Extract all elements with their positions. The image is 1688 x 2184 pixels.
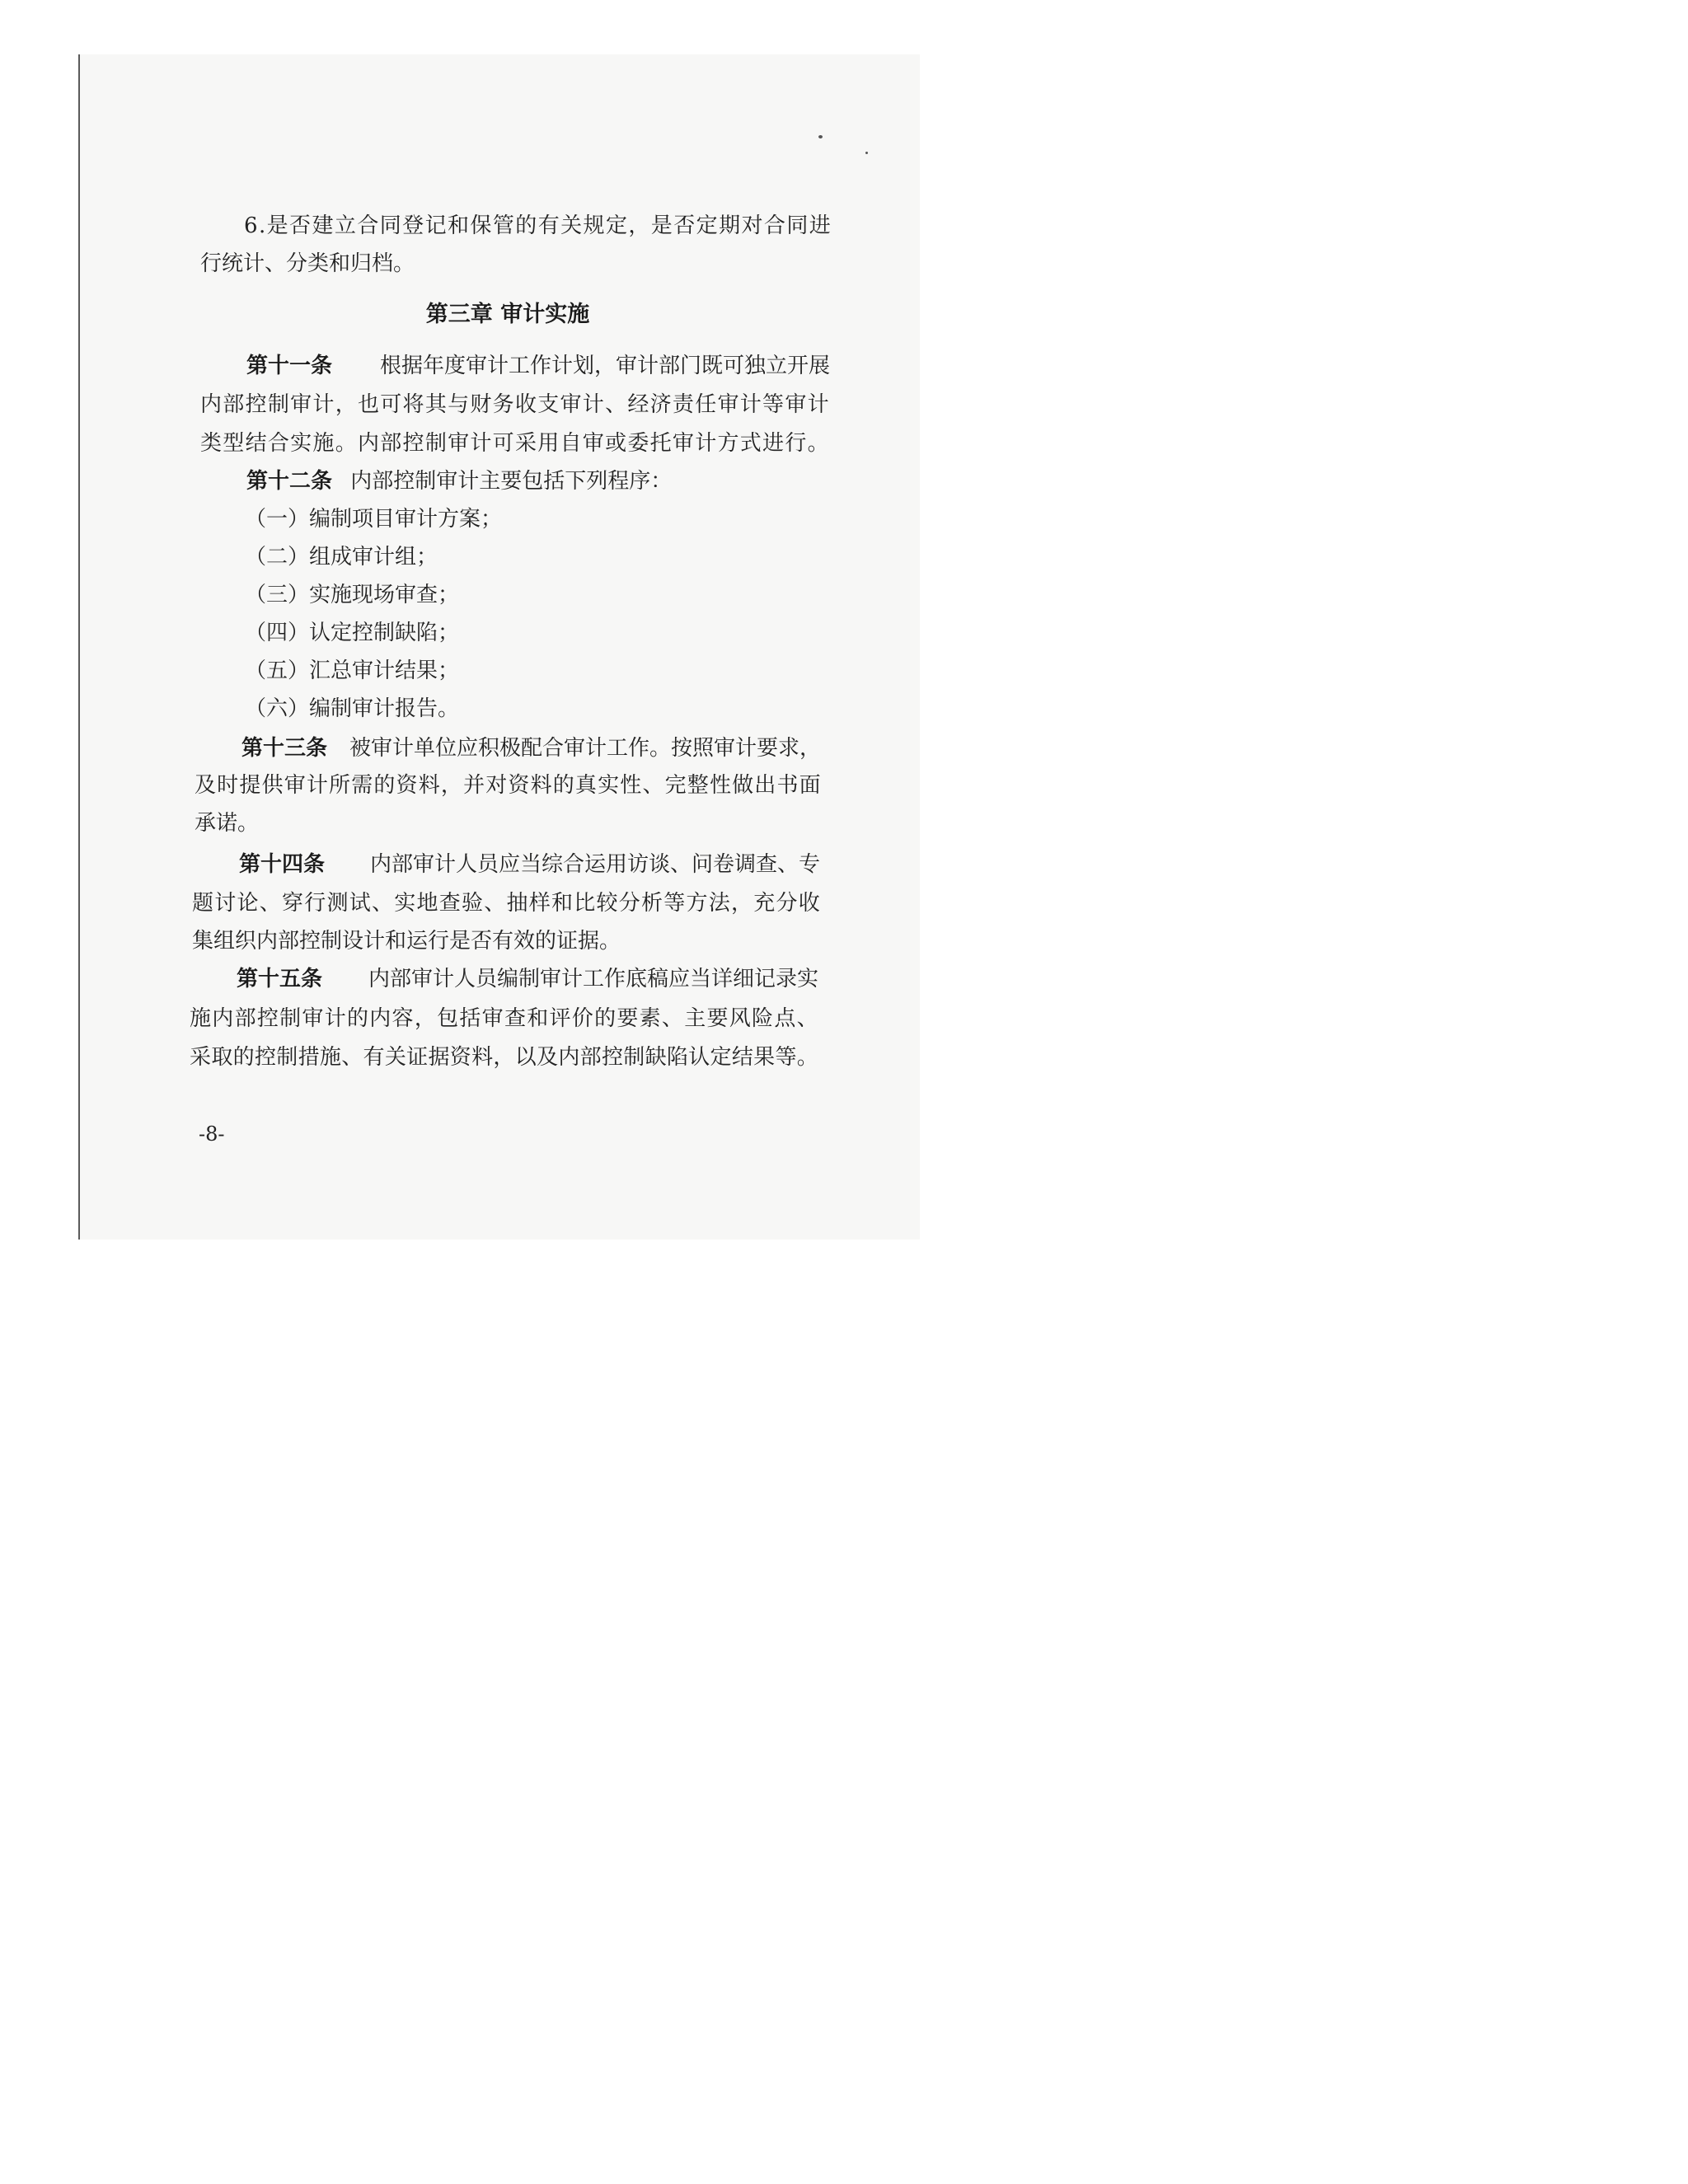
article-11-label: 第十一条 — [246, 354, 333, 378]
article-12-text: 内部控制审计主要包括下列程序： — [350, 469, 673, 494]
article-11-text: 根据年度审计工作计划，审计部门既可独立开展 — [379, 354, 830, 378]
article-13-line-1 — [241, 733, 821, 763]
article-12-step-6: （六）编制审计报告。 — [245, 696, 460, 721]
article-14-line-2: 题 讨 论 、 穿 行 测 试 、 实 地 查 验 、 抽 样 和 比 较 分 析 等 方 法 ， 充 分 收 — [192, 891, 820, 916]
article-14-line-3: 集组织内部控制设计和运行是否有效的证据。 — [192, 929, 621, 954]
article-13-line-2: 及 时 提 供 审 计 所 需 的 资 料 ， 并 对 资 料 的 真 实 性 、 完 整 性 做 出 书 面 — [195, 773, 821, 798]
page-number: -8- — [199, 1122, 225, 1146]
article-15-label: 第十五条 — [237, 967, 323, 991]
article-15-line-1 — [237, 964, 818, 994]
article-13-line-3: 承诺。 — [195, 811, 260, 836]
article-12-line-1 — [246, 466, 672, 496]
article-12-step-3: （三）实施现场审查； — [245, 583, 460, 607]
item-6-line-1: 6 . 是 否 建 立 合 同 登 记 和 保 管 的 有 关 规 定 ， 是 否 定 期 对 合 同 进 — [244, 213, 831, 238]
article-14-text: 内部审计人员应当综合运用访谈、问卷调查、专 — [369, 852, 820, 877]
chapter-heading: 第三章 审计实施 — [425, 302, 590, 327]
article-12-label: 第十二条 — [246, 469, 333, 494]
article-13-text: 被审计单位应积极配合审计工作。按照审计要求， — [349, 736, 821, 761]
article-15-line-2: 施 内 部 控 制 审 计 的 内 容 ， 包 括 审 查 和 评 价 的 要 素 、 主 要 风 险 点 、 — [190, 1006, 818, 1031]
item-6-line-2: 行统计、分类和归档。 — [200, 251, 415, 276]
article-12-step-5: （五）汇总审计结果； — [245, 658, 460, 683]
scan-speck — [818, 135, 823, 138]
article-12-step-1: （一）编制项目审计方案； — [245, 507, 503, 532]
article-11-line-1 — [246, 351, 830, 381]
scan-speck — [865, 152, 868, 154]
article-12-step-4: （四）认定控制缺陷； — [245, 621, 460, 645]
article-11-line-2: 内 部 控 制 审 计 ， 也 可 将 其 与 财 务 收 支 审 计 、 经 济 责 任 审 计 等 审 计 — [200, 392, 829, 417]
scan-edge-shadow — [78, 54, 80, 1240]
article-13-label: 第十三条 — [241, 736, 328, 761]
article-11-line-3: 类 型 结 合 实 施 。 内 部 控 制 审 计 可 采 用 自 审 或 委 托 审 计 方 式 进 行 。 — [200, 431, 829, 456]
article-14-label: 第十四条 — [239, 852, 326, 877]
article-14-line-1 — [239, 850, 820, 879]
article-15-text: 内部审计人员编制审计工作底稿应当详细记录实 — [368, 967, 818, 991]
article-15-line-3: 采 取 的 控 制 措 施 、 有 关 证 据 资 料 ， 以 及 内 部 控 制 缺 陷 认 定 结 果 等 。 — [190, 1045, 818, 1070]
article-12-step-2: （二）组成审计组； — [245, 545, 438, 569]
